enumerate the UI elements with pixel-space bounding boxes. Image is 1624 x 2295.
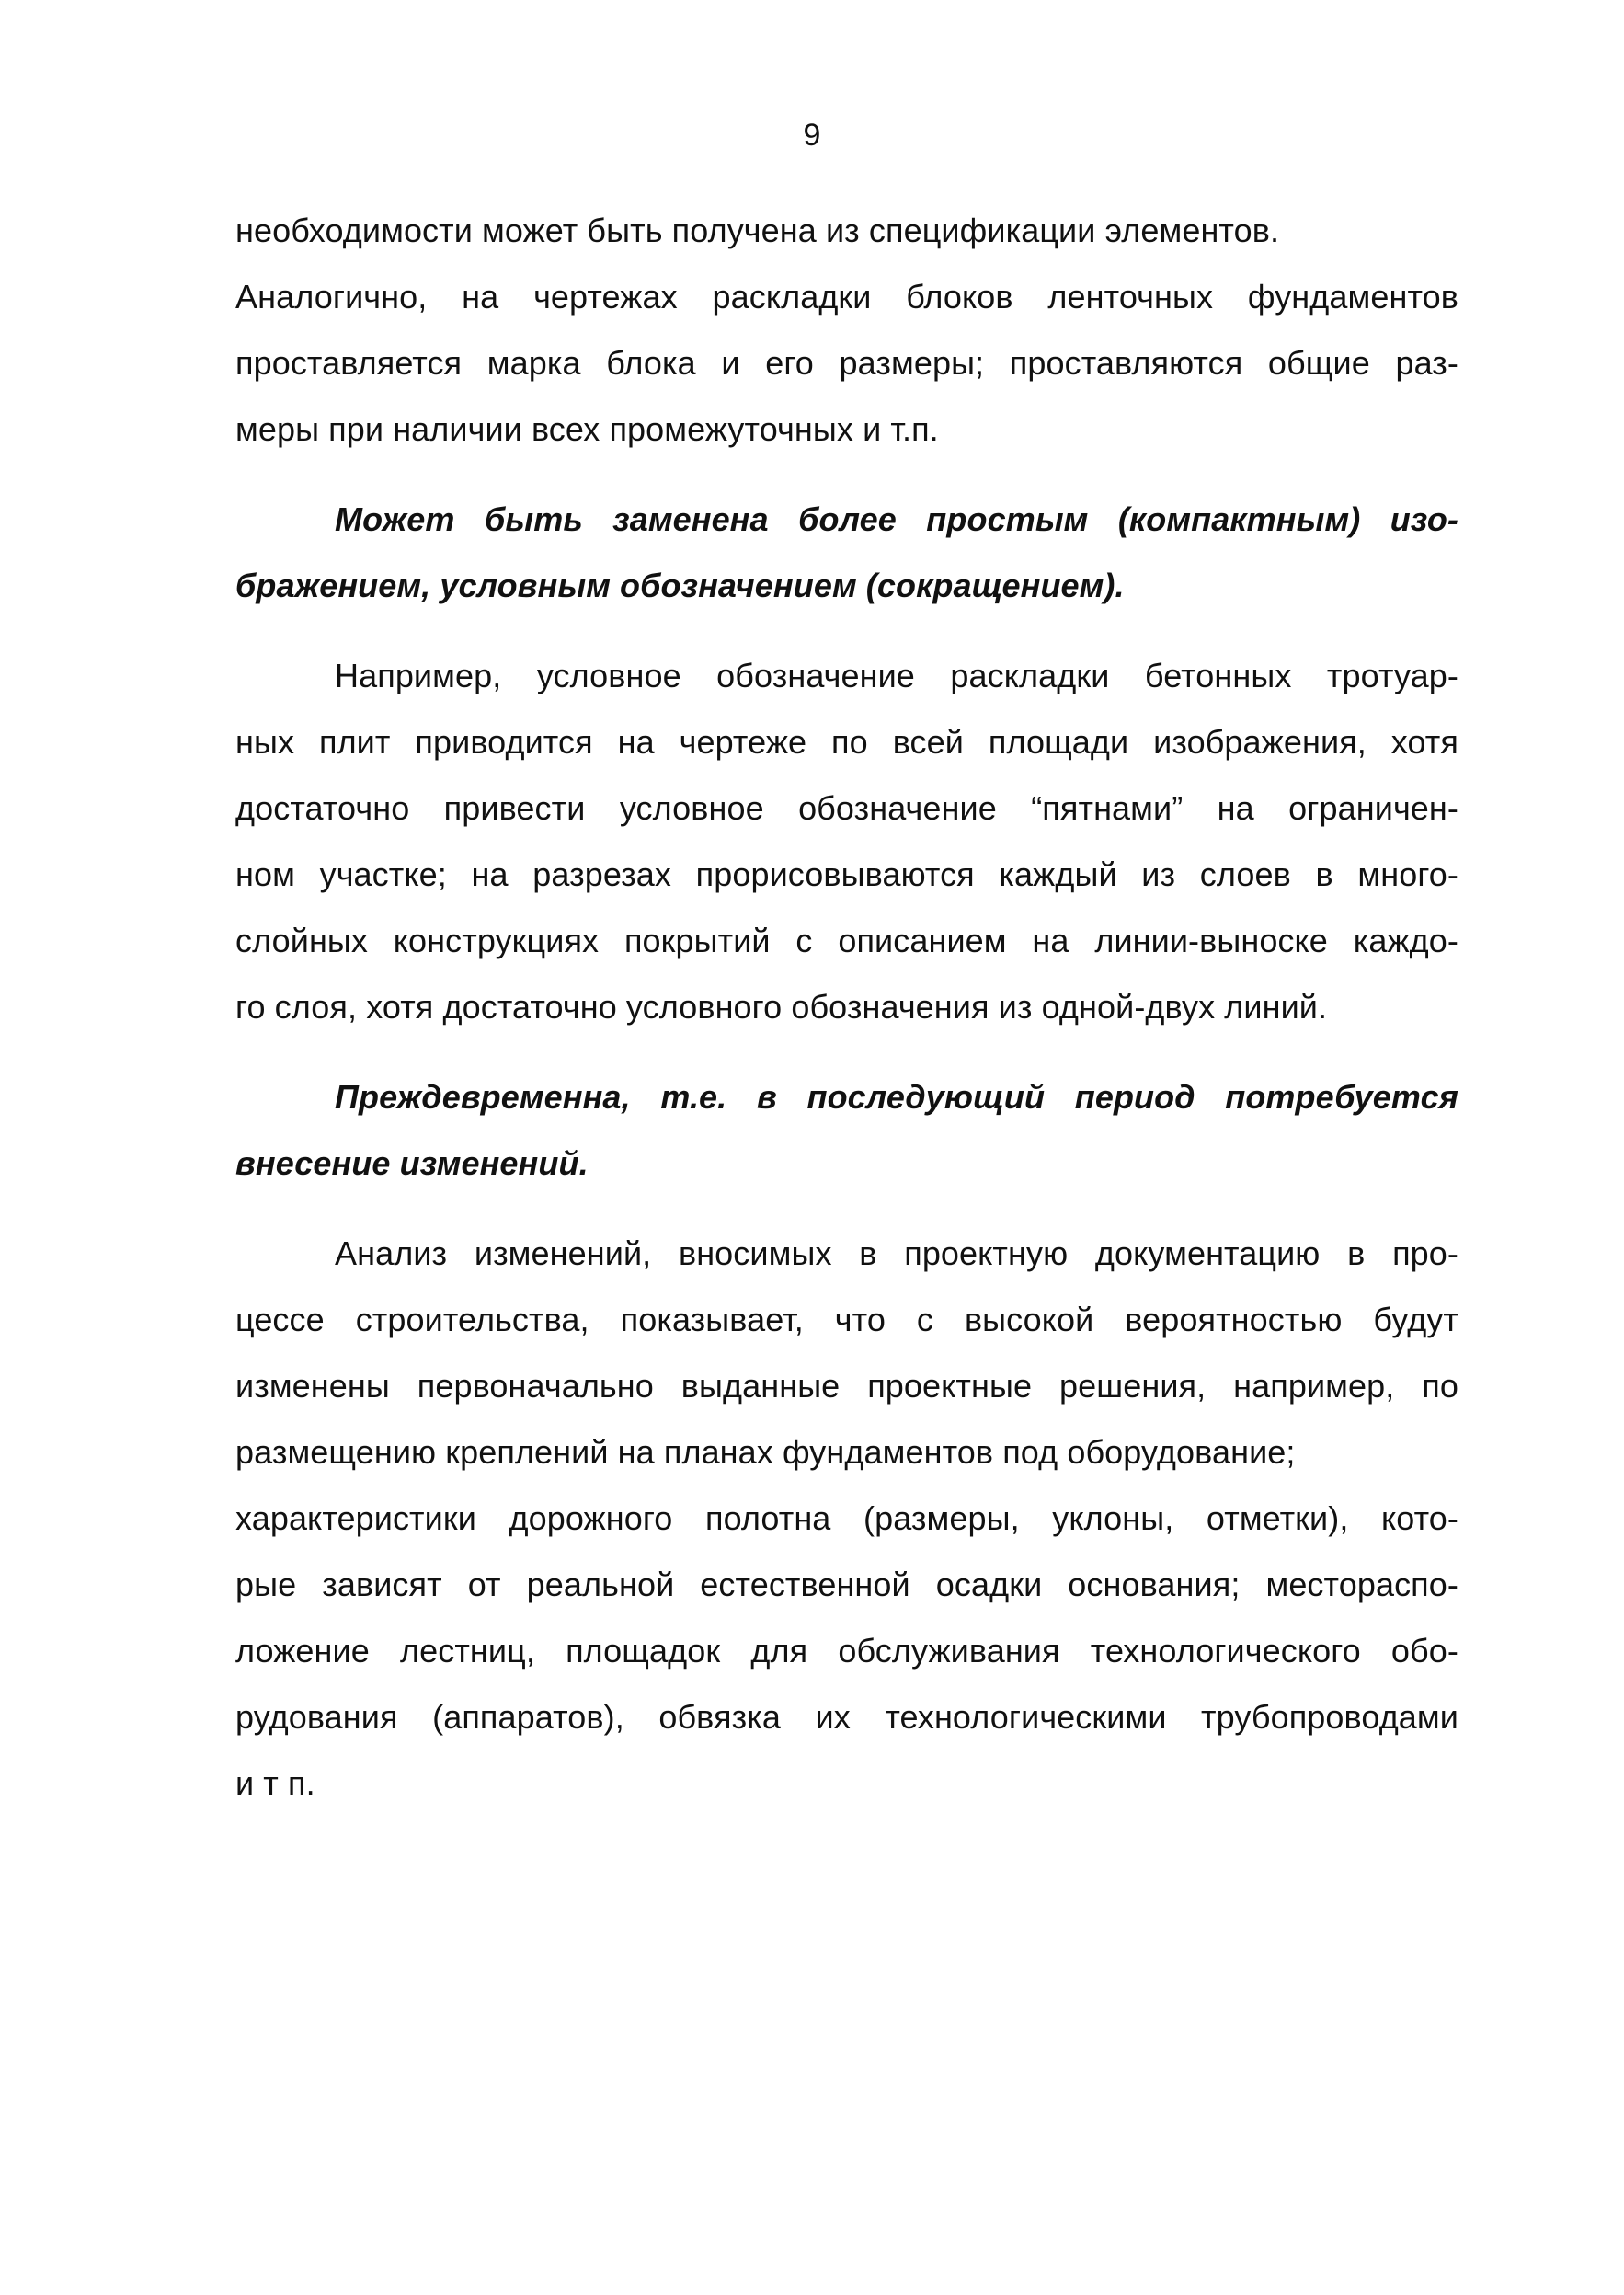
paragraph-continuation xyxy=(235,198,1458,463)
document-body xyxy=(235,198,1458,1817)
paragraph-line: необходимости может быть получена из спецификации элементов. xyxy=(235,212,1280,249)
page-number: 9 xyxy=(803,118,821,153)
paragraph-line: ложение лестниц, площадок для обслуживания технологического обо- xyxy=(235,1632,1458,1670)
heading-line: внесение изменений. xyxy=(235,1144,589,1182)
paragraph-line: ных плит приводится на чертеже по всей площади изображения, хотя xyxy=(235,723,1458,761)
paragraph-line: проставляется марка блока и его размеры; проставляются общие раз- xyxy=(235,344,1458,382)
paragraph-line: цессе строительства, показывает, что с высокой вероятностью будут xyxy=(235,1301,1458,1338)
heading-line: бражением, условным обозначением (сокращением). xyxy=(235,567,1125,604)
paragraph-example xyxy=(235,643,1458,1040)
paragraph-line: Анализ изменений, вносимых в проектную документацию в про- xyxy=(335,1234,1458,1272)
heading-line: Преждевременна, т.е. в последующий период потребуется xyxy=(335,1078,1458,1116)
paragraph-line: рудования (аппаратов), обвязка их технологическими трубопроводами xyxy=(235,1698,1458,1736)
paragraph-line: меры при наличии всех промежуточных и т.п. xyxy=(235,410,939,448)
paragraph-line: го слоя, хотя достаточно условного обозначения из одной-двух линий. xyxy=(235,988,1328,1026)
paragraph-line: и т п. xyxy=(235,1764,315,1802)
paragraph-line: достаточно привести условное обозначение “пятнами” на ограничен- xyxy=(235,789,1458,827)
emphasized-heading xyxy=(235,487,1458,619)
heading-line: Может быть заменена более простым (компактным) изо- xyxy=(335,500,1458,538)
paragraph-line: рые зависят от реальной естественной осадки основания; местораспо- xyxy=(235,1566,1458,1603)
paragraph-line: Например, условное обозначение раскладки бетонных тротуар- xyxy=(335,657,1458,694)
paragraph-line: ном участке; на разрезах прорисовываются каждый из слоев в много- xyxy=(235,855,1458,893)
emphasized-heading xyxy=(235,1064,1458,1197)
paragraph-line: слойных конструкциях покрытий с описанием на линии-выноске каждо- xyxy=(235,922,1458,959)
paragraph-line: размещению креплений на планах фундаментов под оборудование; xyxy=(235,1433,1296,1471)
paragraph-analysis xyxy=(235,1221,1458,1817)
paragraph-line: изменены первоначально выданные проектные решения, например, по xyxy=(235,1367,1458,1405)
paragraph-line: Аналогично, на чертежах раскладки блоков ленточных фундаментов xyxy=(235,278,1458,316)
paragraph-line: характеристики дорожного полотна (размеры, уклоны, отметки), кото- xyxy=(235,1499,1458,1537)
